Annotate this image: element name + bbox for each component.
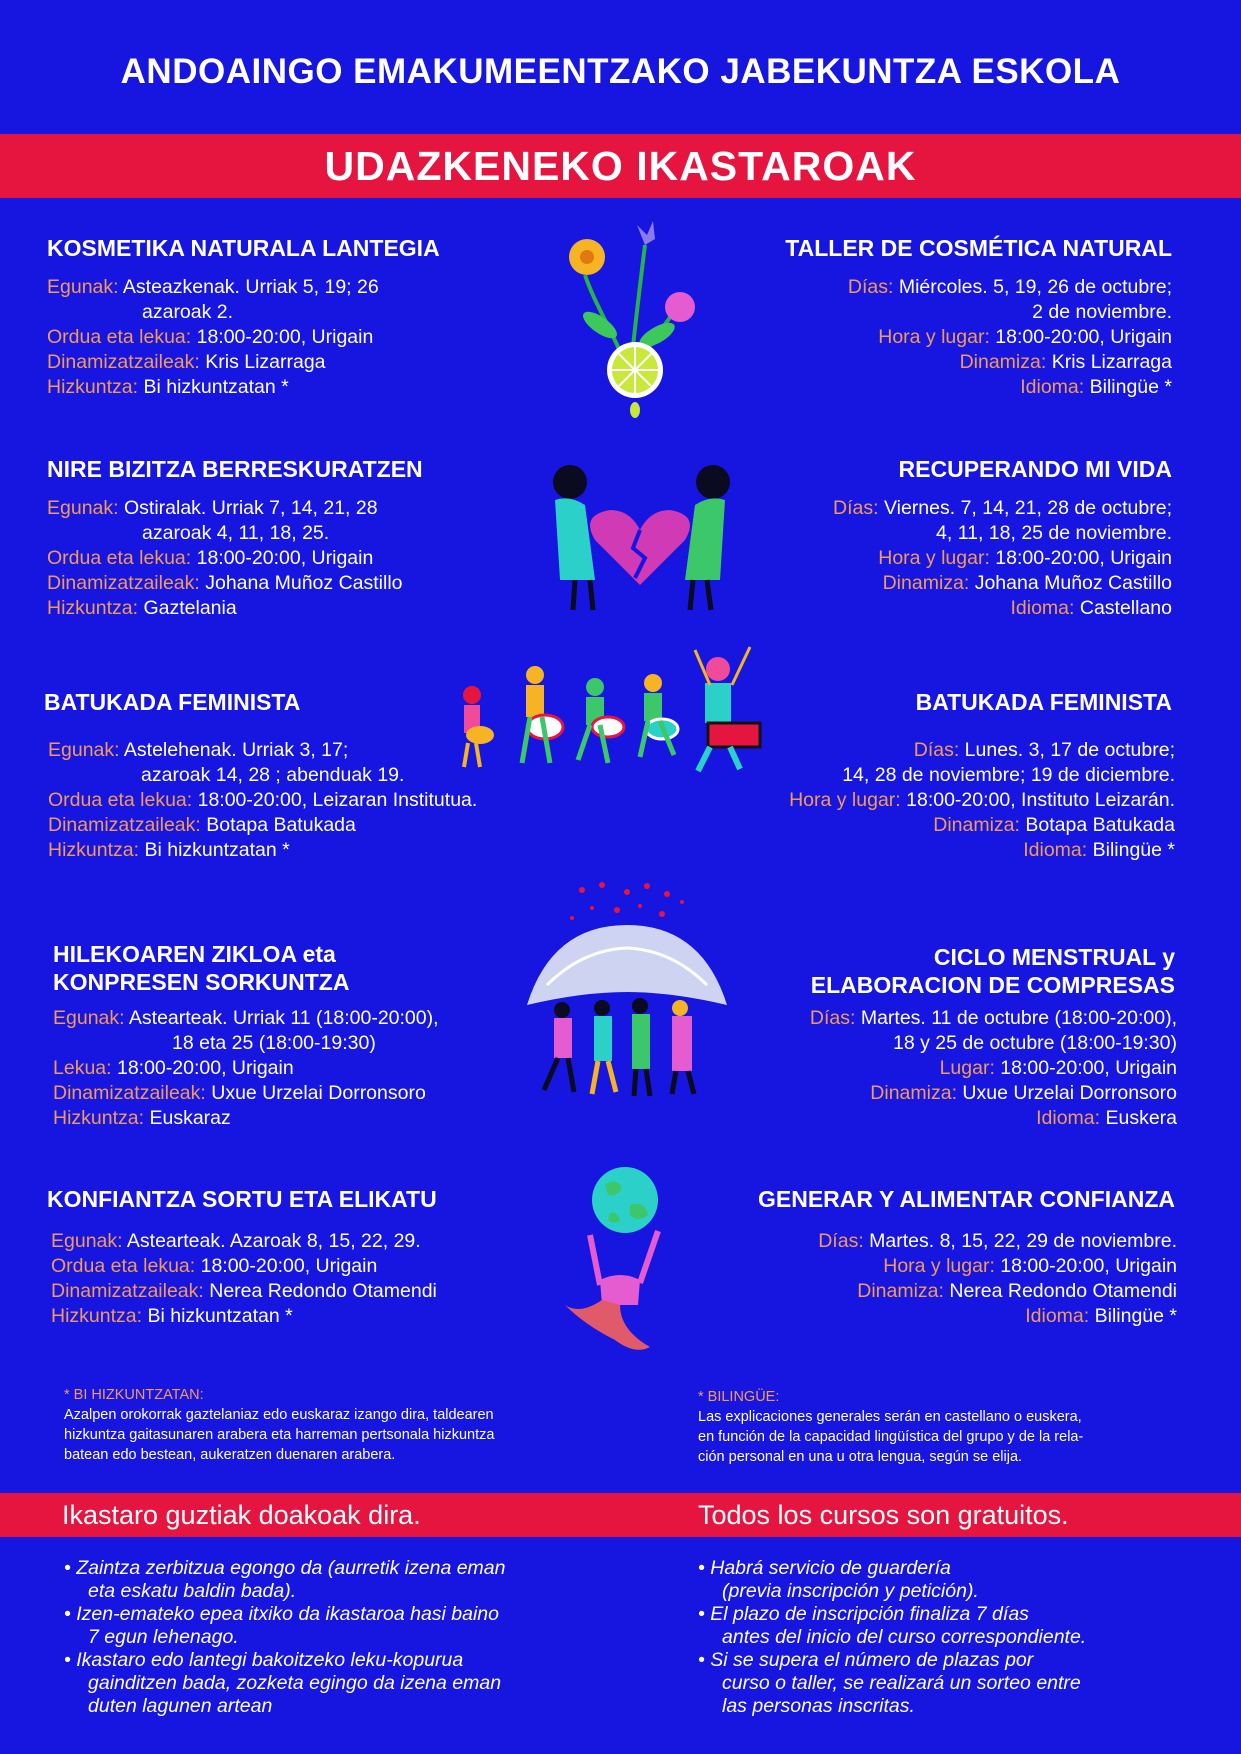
value: Botapa Batukada xyxy=(200,814,356,836)
value: Kris Lizarraga xyxy=(1046,351,1172,373)
label: Ordua eta lekua: xyxy=(47,547,192,569)
label: Días: xyxy=(809,1007,856,1029)
page-title: ANDOAINGO EMAKUMEENTZAKO JABEKUNTZA ESKOLA xyxy=(120,52,1121,91)
course-4-es-title xyxy=(811,943,1175,999)
course-5-es-info xyxy=(818,1229,1177,1329)
value: Euskaraz xyxy=(144,1107,231,1129)
course-1-eu-title: KOSMETIKA NATURALA LANTEGIA xyxy=(47,235,440,261)
free-courses-band xyxy=(0,1493,1241,1537)
title-line: CICLO MENSTRUAL y xyxy=(933,944,1175,970)
value: Astelehenak. Urriak 3, 17; xyxy=(119,739,349,761)
course-4-es-info xyxy=(810,1006,1177,1131)
label: Ordua eta lekua: xyxy=(47,326,192,348)
label: Hizkuntza: xyxy=(53,1107,145,1129)
title-line: KONPRESEN SORKUNTZA xyxy=(53,969,350,995)
conditions-es xyxy=(698,1557,1086,1718)
value: Bilingüe * xyxy=(1084,376,1172,398)
value: Uxue Urzelai Dorronsoro xyxy=(957,1082,1177,1104)
note-heading: * BI HIZKUNTZATAN: xyxy=(64,1387,204,1403)
value: Viernes. 7, 14, 21, 28 de octubre; xyxy=(878,497,1172,519)
value: Miércoles. 5, 19, 26 de octubre; xyxy=(893,276,1172,298)
label: Lugar: xyxy=(939,1057,995,1079)
value: Astearteak. Azaroak 8, 15, 22, 29. xyxy=(122,1230,421,1252)
free-courses-eu: Ikastaro guztiak doakoak dira. xyxy=(62,1500,421,1530)
value: azaroak 2. xyxy=(142,301,234,323)
value: 14, 28 de noviembre; 19 de diciembre. xyxy=(842,764,1175,786)
label: Hizkuntza: xyxy=(51,1305,143,1327)
note-line: batean edo bestean, aukeratzen duenaren arabera. xyxy=(64,1447,396,1463)
value: azaroak 4, 11, 18, 25. xyxy=(142,522,330,544)
course-5-eu-info xyxy=(51,1229,437,1329)
note-line: Las explicaciones generales serán en castellano o euskera, xyxy=(698,1409,1082,1425)
list-item: • Si se supera el número de plazas por curso o taller, se realizará un sorteo entre las personas inscritas. xyxy=(698,1649,1081,1717)
label: Días: xyxy=(847,276,894,298)
title-line: HILEKOAREN ZIKLOA eta xyxy=(53,941,336,967)
value: 4, 11, 18, 25 de noviembre. xyxy=(936,522,1172,544)
note-line: hizkuntza gaitasunaren arabera eta harreman pertsonala hizkuntza xyxy=(64,1427,495,1443)
label: Dinamiza: xyxy=(857,1280,944,1302)
value: Bilingüe * xyxy=(1089,1305,1177,1327)
value: 18:00-20:00, Instituto Leizarán. xyxy=(900,789,1175,811)
label: Idioma: xyxy=(1025,1305,1090,1327)
page-subtitle: UDAZKENEKO IKASTAROAK xyxy=(324,143,917,189)
value: Bi hizkuntzatan * xyxy=(142,1305,293,1327)
value: 18:00-20:00, Urigain xyxy=(191,326,374,348)
title-line: ELABORACION DE COMPRESAS xyxy=(810,972,1175,998)
value: Bi hizkuntzatan * xyxy=(139,839,290,861)
broken-heart-couple-illustration xyxy=(535,460,745,620)
label: Idioma: xyxy=(1036,1107,1101,1129)
label: Dinamiza: xyxy=(933,814,1020,836)
label: Lekua: xyxy=(53,1057,112,1079)
value: 18:00-20:00, Urigain xyxy=(989,547,1172,569)
course-5-es-title: GENERAR Y ALIMENTAR CONFIANZA xyxy=(758,1186,1175,1212)
value: Johana Muñoz Castillo xyxy=(199,572,403,594)
value: Astearteak. Urriak 11 (18:00-20:00), xyxy=(124,1007,439,1029)
list-item: • Ikastaro edo lantegi bakoitzeko leku-kopurua gainditzen bada, zozketa egingo da izena eman duten lagunen artean xyxy=(64,1649,502,1717)
value: Martes. 8, 15, 22, 29 de noviembre. xyxy=(863,1230,1177,1252)
course-2-eu-title: NIRE BIZITZA BERRESKURATZEN xyxy=(47,456,423,482)
course-3-es-title: BATUKADA FEMINISTA xyxy=(915,689,1172,715)
subtitle-band xyxy=(0,134,1241,198)
value: azaroak 14, 28 ; abenduak 19. xyxy=(141,764,405,786)
label: Egunak: xyxy=(47,497,119,519)
course-5-eu-title: KONFIANTZA SORTU ETA ELIKATU xyxy=(47,1186,437,1212)
value: 18:00-20:00, Urigain xyxy=(994,1255,1177,1277)
label: Hizkuntza: xyxy=(47,597,139,619)
value: 18:00-20:00, Urigain xyxy=(191,547,374,569)
label: Hizkuntza: xyxy=(47,376,139,398)
value: Lunes. 3, 17 de octubre; xyxy=(959,739,1175,761)
value: Gaztelania xyxy=(138,597,237,619)
label: Idioma: xyxy=(1010,597,1075,619)
note-eu xyxy=(64,1385,494,1465)
course-1-es-title: TALLER DE COSMÉTICA NATURAL xyxy=(785,235,1172,261)
course-3-eu-title: BATUKADA FEMINISTA xyxy=(44,689,301,715)
course-1-eu-info xyxy=(47,275,379,400)
value: Bi hizkuntzatan * xyxy=(138,376,289,398)
menstrual-cloud-women-illustration xyxy=(522,880,732,1105)
course-4-eu-title xyxy=(53,940,349,996)
label: Idioma: xyxy=(1023,839,1088,861)
course-4-eu-info xyxy=(53,1006,439,1131)
list-item: • El plazo de inscripción finaliza 7 días antes del inicio del curso correspondiente. xyxy=(698,1603,1087,1648)
course-2-es-info xyxy=(833,496,1172,621)
note-heading: * BILINGÜE: xyxy=(698,1389,780,1405)
label: Dinamizatzaileak: xyxy=(48,814,201,836)
label: Dinamiza: xyxy=(882,572,970,594)
value: Nerea Redondo Otamendi xyxy=(203,1280,437,1302)
label: Egunak: xyxy=(48,739,120,761)
value: Botapa Batukada xyxy=(1019,814,1175,836)
value: 2 de noviembre. xyxy=(1032,301,1172,323)
flowers-lemon-illustration xyxy=(545,215,705,420)
conditions-eu xyxy=(64,1557,506,1718)
value: Bilingüe * xyxy=(1087,839,1175,861)
label: Egunak: xyxy=(53,1007,125,1029)
value: Kris Lizarraga xyxy=(199,351,326,373)
note-line: en función de la capacidad lingüística del grupo y de la rela- xyxy=(698,1429,1084,1445)
value: 18:00-20:00, Leizaran Institutua. xyxy=(192,789,478,811)
label: Días: xyxy=(818,1230,864,1252)
value: Nerea Redondo Otamendi xyxy=(943,1280,1177,1302)
label: Dinamizatzaileak: xyxy=(53,1082,206,1104)
label: Días: xyxy=(913,739,960,761)
label: Ordua eta lekua: xyxy=(48,789,193,811)
course-3-eu-info xyxy=(48,738,477,863)
drummers-illustration xyxy=(450,645,780,775)
label: Dinamizatzaileak: xyxy=(47,351,200,373)
value: Euskera xyxy=(1100,1107,1177,1129)
label: Idioma: xyxy=(1020,376,1085,398)
value: Ostiralak. Urriak 7, 14, 21, 28 xyxy=(118,497,378,519)
label: Hizkuntza: xyxy=(48,839,140,861)
label: Hora y lugar: xyxy=(878,547,990,569)
value: 18:00-20:00, Urigain xyxy=(195,1255,378,1277)
value: Uxue Urzelai Dorronsoro xyxy=(205,1082,426,1104)
list-item: • Habrá servicio de guardería (previa inscripción y petición). xyxy=(698,1557,979,1602)
value: Castellano xyxy=(1074,597,1172,619)
label: Dinamizatzaileak: xyxy=(51,1280,204,1302)
value: Johana Muñoz Castillo xyxy=(969,572,1172,594)
value: 18:00-20:00, Urigain xyxy=(989,326,1172,348)
value: 18:00-20:00, Urigain xyxy=(994,1057,1177,1079)
value: Martes. 11 de octubre (18:00-20:00), xyxy=(855,1007,1177,1029)
woman-holding-earth-illustration xyxy=(560,1165,680,1355)
label: Dinamizatzaileak: xyxy=(47,572,200,594)
label: Dinamiza: xyxy=(959,351,1047,373)
label: Hora y lugar: xyxy=(878,326,990,348)
value: 18:00-20:00, Urigain xyxy=(111,1057,294,1079)
course-2-es-title: RECUPERANDO MI VIDA xyxy=(898,456,1172,482)
list-item: • Izen-emateko epea itxiko da ikastaroa hasi baino 7 egun lehenago. xyxy=(64,1603,499,1648)
note-line: Azalpen orokorrak gaztelaniaz edo euskaraz izango dira, taldearen xyxy=(64,1407,494,1423)
label: Dinamiza: xyxy=(870,1082,957,1104)
course-3-es-info xyxy=(789,738,1175,863)
course-2-eu-info xyxy=(47,496,403,621)
note-es xyxy=(698,1387,1083,1467)
course-1-es-info xyxy=(848,275,1172,400)
list-item: • Zaintza zerbitzua egongo da (aurretik izena eman eta eskatu baldin bada). xyxy=(64,1557,506,1602)
label: Egunak: xyxy=(51,1230,123,1252)
value: 18 eta 25 (18:00-19:30) xyxy=(172,1032,376,1054)
label: Ordua eta lekua: xyxy=(51,1255,196,1277)
value: 18 y 25 de octubre (18:00-19:30) xyxy=(892,1032,1177,1054)
label: Hora y lugar: xyxy=(789,789,901,811)
label: Egunak: xyxy=(47,276,119,298)
free-courses-es: Todos los cursos son gratuitos. xyxy=(698,1500,1069,1530)
label: Hora y lugar: xyxy=(883,1255,995,1277)
label: Días: xyxy=(833,497,879,519)
note-line: ción personal en una u otra lengua, según se elija. xyxy=(698,1449,1023,1465)
value: Asteazkenak. Urriak 5, 19; 26 xyxy=(118,276,379,298)
